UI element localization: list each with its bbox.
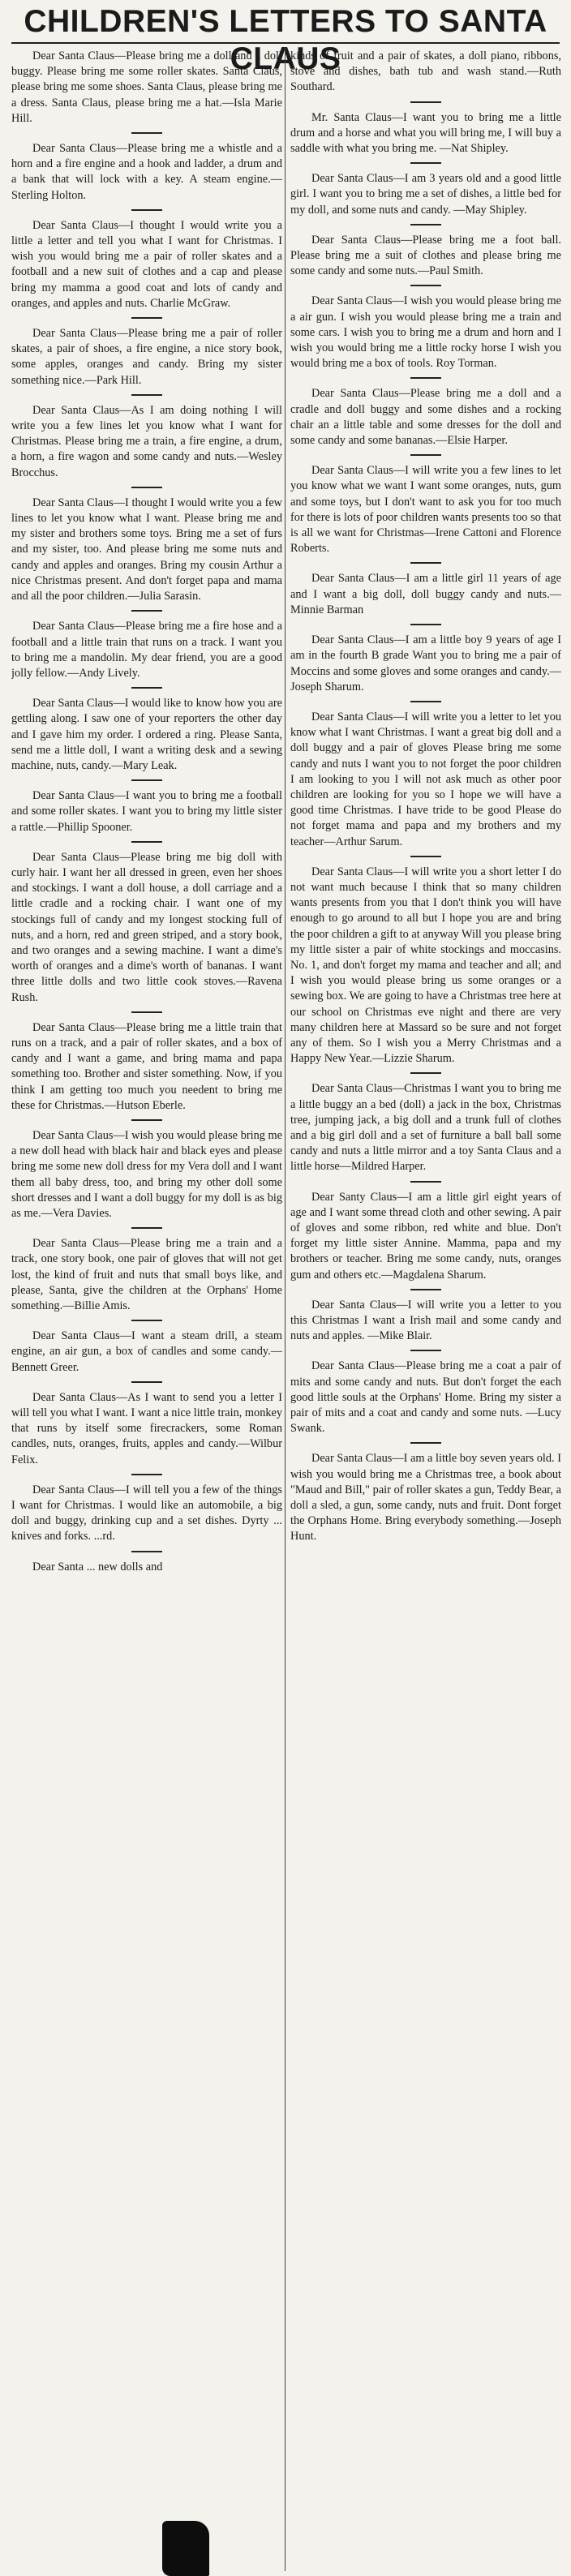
- letter-separator: [131, 132, 162, 134]
- letter: Dear Santa Claus—I thought I would write you a little a letter and tell you what I want for Christmas. I wish you would bring me a pair of roller skates and a football and a new suit of clothes and a cap and please bring my mamma a good coat and lots of candy and oranges, and apples and nuts. Charlie McGraw.: [11, 218, 282, 310]
- letter: Dear Santa Claus—Please bring me a little train that runs on a track, and a pair of roller skates, and a box of candy and I want a game, and bring mama and papa something too. Brother and sister something. Now, if you think I am getting too much you needent to bring me these for Christmas.—Hutson Eberle.: [11, 1020, 282, 1112]
- letter: Dear Santa Claus—Please bring me a pair of roller skates, a pair of shoes, a fire engine, a nice story book, some apples, oranges and candy. Bring my sister something nice.—Park Hill.: [11, 327, 282, 387]
- letter-separator: [410, 162, 441, 164]
- letter-separator: [410, 856, 441, 857]
- letter-separator: [131, 1320, 162, 1321]
- letter: Dear Santa Claus—As I want to send you a letter I will tell you what I want. I want a nice little train, monkey that runs by itself some firecrackers, some Roman candles, nuts, oranges, fruits, apples and candy.—Wilbur Felix.: [11, 1390, 282, 1466]
- headline-rule: [11, 42, 560, 44]
- column-divider: [285, 47, 286, 2571]
- letter-separator: [131, 487, 162, 488]
- letter-separator: [131, 209, 162, 211]
- letter-separator: [410, 1350, 441, 1351]
- letter-separator: [131, 394, 162, 396]
- letter-separator: [410, 285, 441, 286]
- letter-separator: [131, 610, 162, 612]
- letter: Dear Santa Claus—Please bring me a doll and a cradle and doll buggy and some dishes and a rocking chair an a little table and some dresses for the doll and some candy and some bananas.—Elsie Harper.: [290, 387, 561, 448]
- letter: Dear Santa Claus—I will write you a short letter I do not want much because I think that so many children wants presents from you that I don't think you will have enough to go around to all but I hope you are and bring the poor children a gift to at anyway Will you please bring my little sister a pair of white stockings and moccasins. No. 1, and don't forget my mama and teacher and all; and I wish you would please bring us some oranges or a sewing box. We are going to have a Christmas tree here at our school on Christmas eve night and there are very many children here at Massard so be sure and not forget any of them. So I wish you a Merry Christmas and a Happy New Year.—Lizzie Sharum.: [290, 865, 561, 1066]
- letter: Mr. Santa Claus—I want you to bring me a little drum and a horse and what you will bring me, I will buy a saddle with what you bring me. —Nat Shipley.: [290, 110, 561, 156]
- letter-separator: [131, 1551, 162, 1552]
- letter-separator: [131, 1474, 162, 1475]
- letter: Dear Santa Claus—I want you to bring me a football and some roller skates. I want you to bring my little sister a rattle.—Phillip Spooner.: [11, 789, 282, 834]
- letter: Dear Santa Claus—I am a little boy 9 years of age I am in the fourth B grade Want you to bring me a pair of Moccins and some gloves and some oranges and candy.—Joseph Sharum.: [290, 633, 561, 693]
- letter-separator: [410, 1072, 441, 1074]
- letter-separator: [131, 1011, 162, 1013]
- letter: Dear Santa Claus—Please bring me a coat a pair of mits and some candy and nuts. But don't forget the each good little souls at the Orphans' Home. Bring my sister a pair of mits and a coat and candy and some nuts. —Lucy Swank.: [290, 1359, 561, 1436]
- letter-separator: [410, 101, 441, 103]
- letter-separator: [410, 624, 441, 625]
- letter: Dear Santa Claus—Please bring me a whistle and a horn and a fire engine and a hook and ladder, a drum and a bank that will lock with a key. A steam engine.—Sterling Holton.: [11, 142, 282, 202]
- letter-separator: [131, 1227, 162, 1229]
- right-column: [290, 49, 561, 2570]
- letter-separator: [131, 779, 162, 781]
- letter: Dear Santa Claus—Please bring me a fire hose and a football and a little train that runs on a track. I want you to bring me a mandolin. My dear friend, you are a good jolly fellow.—Andy Lively.: [11, 620, 282, 680]
- letter-separator: [131, 687, 162, 689]
- ink-blot: [162, 2521, 209, 2576]
- letter: Dear Santa Claus—I will write you a letter to let you know what I want Christmas. I want a great big doll and a doll buggy and a pair of gloves Please bring me some candy and nuts I want you to not forget the poor children I am looking to you I will not ask much as other poor children are looking for you so I hope we will have a good time Christmas. I have tride to be good Please do not forget mama and papa and my brothers and my teacher—Arthur Sarum.: [290, 710, 561, 848]
- letter-separator: [410, 701, 441, 702]
- letter: Dear Santa Claus—I thought I would write you a few lines to let you know what I want. Please bring me and my sister and brothers some toys. Bring me a set of furs and my sister, too. And please bring me some nuts and candy and apples and oranges. Bring my cousin Arthur a nice Christmas present. And don't forget papa and mama and all the poor children.—Julia Sarasin.: [11, 496, 282, 603]
- letter-separator: [410, 1442, 441, 1444]
- letter: Dear Santa Claus—I am a little boy seven years old. I wish you would bring me a Christmas tree, a book about "Maud and Bill," pair of roller skates a gun, Teddy Bear, a doll a sled, a gun, some candy, nuts and fruit. Dont forget the Orphans Home. Bring everybody something.—Joseph Hunt.: [290, 1452, 561, 1543]
- letter: Dear Santa Claus—I want a steam drill, a steam engine, an air gun, a box of candles and some candy.—Bennett Greer.: [11, 1329, 282, 1374]
- letter-separator: [410, 454, 441, 456]
- letter: Dear Santa Claus—I will write you a few lines to let you know what we want I want some oranges, nuts, gum and some toys, but I don't want to ask you for too much for there is lots of poor children wants presents too so that is all we want for Christmas—Irene Cattoni and Florence Roberts.: [290, 464, 561, 556]
- letter-separator: [410, 1289, 441, 1290]
- letter: Dear Santa Claus—I am a little girl 11 years of age and I want a big doll, doll buggy candy and nuts.—Minnie Barman: [290, 572, 561, 616]
- letter: kinds of fruit and a pair of skates, a doll piano, ribbons, stove and dishes, bath tub and wash stand.—Ruth Southard.: [290, 49, 561, 94]
- letter-separator: [131, 841, 162, 843]
- letter: Dear Santa Claus—Please bring me big doll with curly hair. I want her all dressed in green, even her shoes and stockings. I want a doll house, a doll carriage and a little cradle and a rocking chair. I want one of my stockings full of candy and my longest stocking full of nuts, and a horn, red and green striped, and a story book, and two oranges and a sewing machine. I want a dime's worth of oranges and a dime's worth of bananas. I want three little dolls and two little cook stoves.—Ravena Rush.: [11, 850, 282, 1004]
- letter: Dear Santa Claus—Christmas I want you to bring me a little buggy an a bed (doll) a jack in the box, Christmas tree, jumping jack, a big doll and a trunk full of clothes and a big girl doll and a set of furniture a ball ball some candy and nuts a little mirror and a toy Santa Claus and a little horse—Mildred Harper.: [290, 1082, 561, 1174]
- letter-separator: [131, 1381, 162, 1383]
- letter-separator: [131, 317, 162, 319]
- letter-separator: [410, 224, 441, 225]
- left-column: [11, 49, 282, 2570]
- letter: Dear Santa ... new dolls and: [32, 1560, 163, 1574]
- letter-separator: [410, 377, 441, 379]
- letter: Dear Santa Claus—As I am doing nothing I will write you a few lines let you know what I want for Christmas. Please bring me a train, a fire engine, a drum, a horn, a fire wagon and some candy and nuts.—Wesley Brocchus.: [11, 403, 282, 479]
- headline: CHILDREN'S LETTERS TO SANTA CLAUS: [24, 4, 547, 76]
- letter: Dear Santa Claus—I wish you would please bring me a new doll head with black hair and black eyes and please bring me some new doll dress for my Vera doll and I want them all baby dress, too, and bring my other doll some short dresses and I want a doll buggy for my doll is as big as me.—Vera Davies.: [11, 1128, 282, 1220]
- letter: Dear Santa Claus—I will write you a letter to you this Christmas I want a Irish mail and some candy and nuts and apples. —Mike Blair.: [290, 1298, 561, 1343]
- letter: Dear Santa Claus—I will tell you a few of the things I want for Christmas. I would like an automobile, a big doll and buggy, drinking cup and a set dishes. Dyrty ... knives and forks. ...rd.: [11, 1483, 282, 1543]
- letter-separator: [410, 562, 441, 564]
- letter-separator: [131, 1119, 162, 1121]
- letter: Dear Santa Claus—Please bring me a foot ball. Please bring me a suit of clothes and please bring me some candy and some nuts.—Paul Smith.: [290, 233, 561, 278]
- letter: Dear Santa Claus—Please bring me a doll and a doll buggy. Please bring me some roller skates. Santa Claus, please bring me some shoes. Santa Claus, please bring me a dress. Santa Claus, please bring me a hat.—Isla Marie Hill.: [11, 49, 282, 125]
- letter: Dear Santy Claus—I am a little girl eight years of age and I want some thread cloth and other sewing. A pair of gloves and some ribbon, red white and blue. Don't forget my little sister Annine. Mamma, papa and my brothers or teacher. Bring me some candy, nuts, oranges gum and others etc.—Magdalena Sharum.: [290, 1190, 561, 1282]
- letter: Dear Santa Claus—I would like to know how you are gettling along. I saw one of your reporters the other day and I gave him my order. I ordered a ring. Please Santa, send me a little doll, I want a writing desk and a sewing machine, nuts, candy.—Mary Leak.: [11, 697, 282, 772]
- letter: Dear Santa Claus—Please bring me a train and a track, one story book, one pair of gloves that will not get lost, the kind of fruit and nuts that small boys like, and please, Santa, give the children at the Orphans' Home something.—Billie Amis.: [11, 1237, 282, 1313]
- letter-separator: [410, 1181, 441, 1183]
- letter: Dear Santa Claus—I am 3 years old and a good little girl. I want you to bring me a set of dishes, a little bed for my doll, and some nuts and candy. —May Shipley.: [290, 172, 561, 217]
- letter: Dear Santa Claus—I wish you would please bring me a air gun. I wish you would please bring me a train and some cars. I wish you to bring me a drum and horn and I wish you would bring me a little rocky horse I wish you would bring me a box of tools. Roy Torman.: [290, 294, 561, 371]
